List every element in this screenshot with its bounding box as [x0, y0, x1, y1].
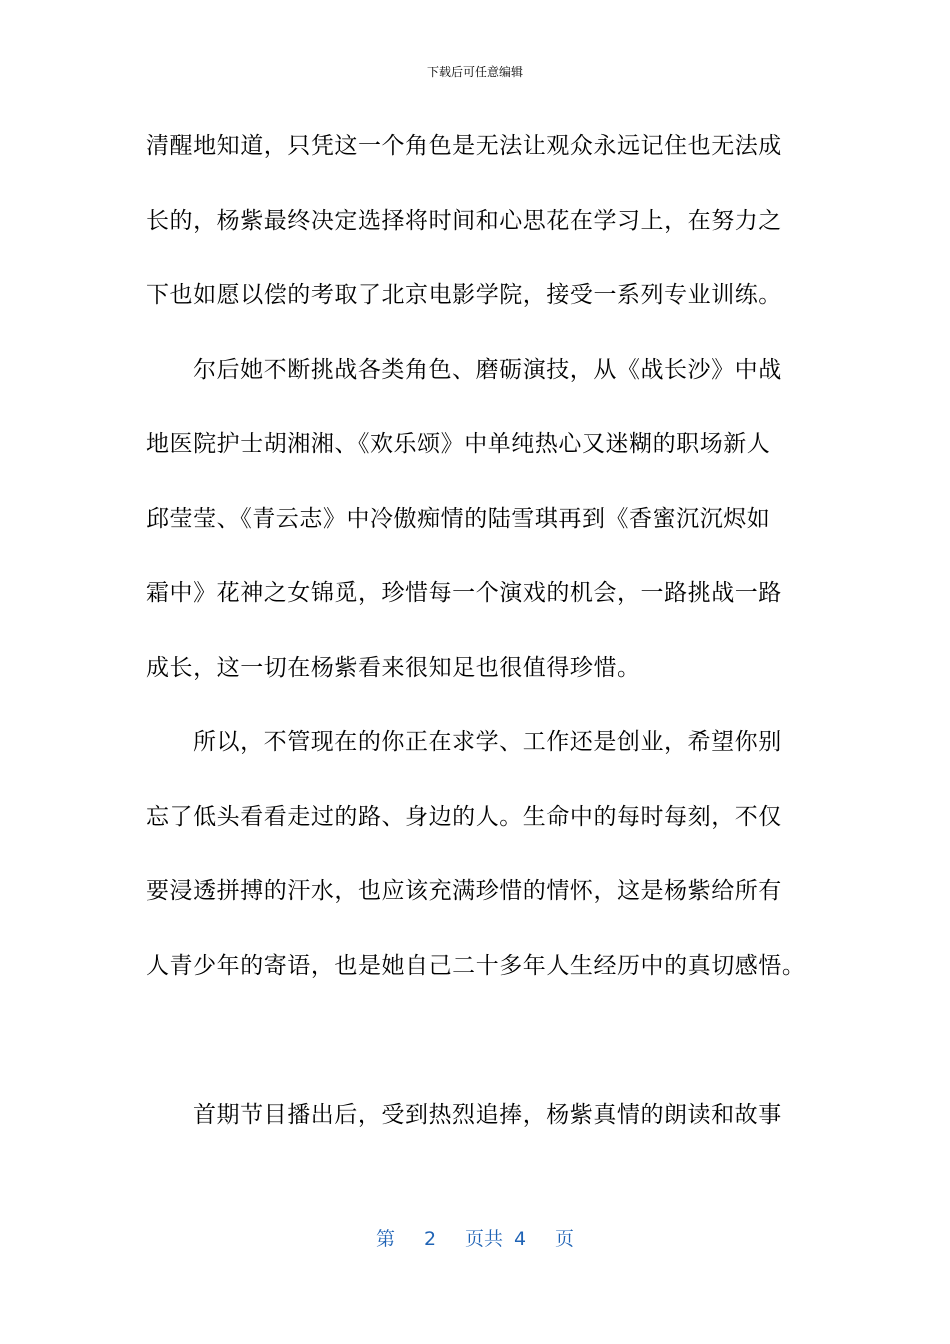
page-header: 下载后可任意编辑 — [426, 65, 523, 79]
current-page-number: 2 — [423, 1228, 437, 1250]
text-line: 清醒地知道，只凭这一个角色是无法让观众永远记住也无法成 — [146, 133, 782, 159]
text-line: 下也如愿以偿的考取了北京电影学院，接受一系列专业训练。 — [146, 282, 782, 308]
text-line: 要浸透拼搏的汗水，也应该充满珍惜的情怀，这是杨紫给所有 — [146, 878, 782, 904]
text-line: 成长，这一切在杨紫看来很知足也很值得珍惜。 — [146, 655, 641, 681]
text-line: 人青少年的寄语，也是她自己二十多年人生经历中的真切感悟。 — [146, 953, 806, 979]
text-line: 邱莹莹、《青云志》中冷傲痴情的陆雪琪再到《香蜜沉沉烬如 — [146, 506, 771, 532]
page-label-middle: 页共 — [464, 1228, 503, 1250]
paragraph-first-line: 尔后她不断挑战各类角色、磨砺演技，从《战长沙》中战 — [193, 357, 782, 383]
text-line: 霜中》花神之女锦觅，珍惜每一个演戏的机会，一路挑战一路 — [146, 580, 782, 606]
text-line: 长的，杨紫最终决定选择将时间和心思花在学习上，在努力之 — [146, 208, 782, 234]
page-label-prefix: 第 — [375, 1228, 395, 1250]
page-footer — [0, 1226, 950, 1252]
paragraph-first-line: 所以，不管现在的你正在求学、工作还是创业，希望你别 — [193, 729, 782, 755]
paragraph-first-line: 首期节目播出后，受到热烈追捧，杨紫真情的朗读和故事 — [193, 1102, 782, 1128]
page-label-suffix: 页 — [555, 1228, 575, 1250]
text-line: 忘了低头看看走过的路、身边的人。生命中的每时每刻，不仅 — [146, 804, 782, 830]
text-line: 地医院护士胡湘湘、《欢乐颂》中单纯热心又迷糊的职场新人 — [146, 431, 771, 457]
total-page-number: 4 — [513, 1228, 527, 1250]
